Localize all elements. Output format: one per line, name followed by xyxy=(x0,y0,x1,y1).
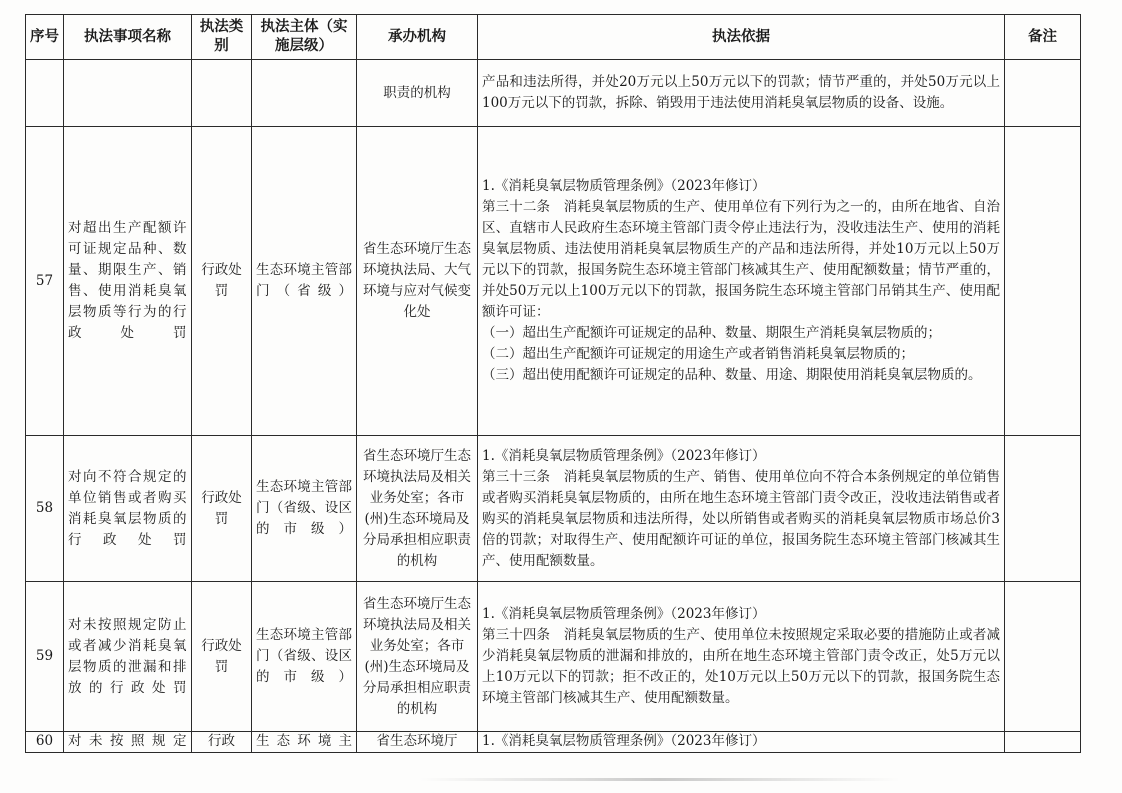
legal-basis-cell xyxy=(478,732,1005,753)
note-cell xyxy=(1005,732,1081,753)
item-name-cell: 对未按照规定防止或者减少消耗臭氧层物质的泄漏和排放的行政处罚 xyxy=(64,582,192,732)
item-name-cell xyxy=(64,60,192,127)
legal-basis-paragraph: 1.《消耗臭氧层物质管理条例》（2023年修订） xyxy=(482,447,766,464)
enforcement-items-table xyxy=(25,14,1081,753)
legal-basis-paragraph: （三）超出使用配额许可证规定的品种、数量、用途、期限使用消耗臭氧层物质的。 xyxy=(482,367,982,383)
category-cell: 行政 xyxy=(192,732,252,753)
category-cell: 行政处罚 xyxy=(192,127,252,436)
note-cell xyxy=(1005,127,1081,436)
table-row xyxy=(26,436,1081,582)
item-name-cell: 对向不符合规定的单位销售或者购买消耗臭氧层物质的行政处罚 xyxy=(64,436,192,582)
category-cell: 行政处罚 xyxy=(192,436,252,582)
table-row xyxy=(26,127,1081,436)
legal-basis-paragraph: 第三十三条 消耗臭氧层物质的生产、销售、使用单位向不符合本条例规定的单位销售或者购买消耗臭氧层物质的，由所在地生态环境主管部门责令改正，没收违法销售或者购买的消耗臭氧层物质和违法所得，处以所销售或者购买的消耗臭氧层物质市场总价3倍的罚款；对取得生产、使用配额许可证的单位，报国务院生态环境主管部门核减其生产、使用配额数量。 xyxy=(482,468,1000,569)
header-basis: 执法依据 xyxy=(478,15,1005,60)
subject-cell: 生态环境主管部门（省级、设区的市级） xyxy=(252,436,357,582)
header-subject: 执法主体（实施层级） xyxy=(252,15,357,60)
note-cell xyxy=(1005,60,1081,127)
header-name: 执法事项名称 xyxy=(64,15,192,60)
organization-cell: 省生态环境厅生态环境执法局及相关业务处室；各市(州)生态环境局及分局承担相应职责的机构 xyxy=(357,436,478,582)
header-note: 备注 xyxy=(1005,15,1081,60)
row-number-cell xyxy=(26,60,64,127)
header-category: 执法类别 xyxy=(192,15,252,60)
header-num: 序号 xyxy=(26,15,64,60)
legal-basis-paragraph: 第三十二条 消耗臭氧层物质的生产、使用单位有下列行为之一的，由所在地省、自治区、直辖市人民政府生态环境主管部门责令停止违法行为，没收违法生产、使用的消耗臭氧层物质、违法使用消耗臭氧层物质生产的产品和违法所得，并处10万元以上50万元以下的罚款，报国务院生态环境主管部门核减其生产、使用配额数量；情节严重的，并处50万元以上100万元以下的罚款，报国务院生态环境主管部门吊销其生产、使用配额许可证： xyxy=(482,199,1000,320)
header-org: 承办机构 xyxy=(357,15,478,60)
organization-cell: 省生态环境厅 xyxy=(357,732,478,753)
legal-basis-cell xyxy=(478,436,1005,582)
item-name-cell: 对超出生产配额许可证规定品种、数量、期限生产、销售、使用消耗臭氧层物质等行为的行政处罚 xyxy=(64,127,192,436)
legal-basis-paragraph: （二）超出生产配额许可证规定的用途生产或者销售消耗臭氧层物质的； xyxy=(482,346,914,362)
subject-cell xyxy=(252,60,357,127)
legal-basis-paragraph: （一）超出生产配额许可证规定的品种、数量、期限生产消耗臭氧层物质的； xyxy=(482,325,941,341)
header-row xyxy=(26,15,1081,60)
table-row xyxy=(26,582,1081,732)
legal-basis-paragraph: 1.《消耗臭氧层物质管理条例》（2023年修订） xyxy=(482,178,766,194)
table-row xyxy=(26,60,1081,127)
legal-basis-cell xyxy=(478,582,1005,732)
organization-cell: 职责的机构 xyxy=(357,60,478,127)
row-number-cell: 60 xyxy=(26,732,64,753)
legal-basis-cell xyxy=(478,60,1005,127)
subject-cell: 生态环境主 xyxy=(252,732,357,753)
legal-basis-cell xyxy=(478,127,1005,436)
table-row xyxy=(26,732,1081,753)
subject-cell: 生态环境主管部门（省级） xyxy=(252,127,357,436)
legal-basis-paragraph: 1.《消耗臭氧层物质管理条例》（2023年修订） xyxy=(482,733,766,749)
legal-basis-paragraph: 第三十四条 消耗臭氧层物质的生产、使用单位未按照规定采取必要的措施防止或者减少消耗臭氧层物质的泄漏和排放的，由所在地生态环境主管部门责令改正，处5万元以上10万元以下的罚款；拒不改正的，处10万元以上50万元以下的罚款，报国务院生态环境主管部门核减其生产、使用配额数量。 xyxy=(482,627,1000,706)
category-cell: 行政处罚 xyxy=(192,582,252,732)
legal-basis-paragraph: 1.《消耗臭氧层物质管理条例》（2023年修订） xyxy=(482,606,766,622)
organization-cell: 省生态环境厅生态环境执法局及相关业务处室；各市(州)生态环境局及分局承担相应职责的机构 xyxy=(357,582,478,732)
row-number-cell: 57 xyxy=(26,127,64,436)
note-cell xyxy=(1005,436,1081,582)
note-cell xyxy=(1005,582,1081,732)
category-cell xyxy=(192,60,252,127)
item-name-cell: 对未按照规定 xyxy=(64,732,192,753)
row-number-cell: 59 xyxy=(26,582,64,732)
legal-basis-paragraph: 产品和违法所得，并处20万元以上50万元以下的罚款；情节严重的，并处50万元以上100万元以下的罚款，拆除、销毁用于违法使用消耗臭氧层物质的设备、设施。 xyxy=(482,74,1000,111)
organization-cell: 省生态环境厅生态环境执法局、大气环境与应对气候变化处 xyxy=(357,127,478,436)
subject-cell: 生态环境主管部门（省级、设区的市级） xyxy=(252,582,357,732)
scan-artifact xyxy=(420,778,900,781)
row-number-cell: 58 xyxy=(26,436,64,582)
